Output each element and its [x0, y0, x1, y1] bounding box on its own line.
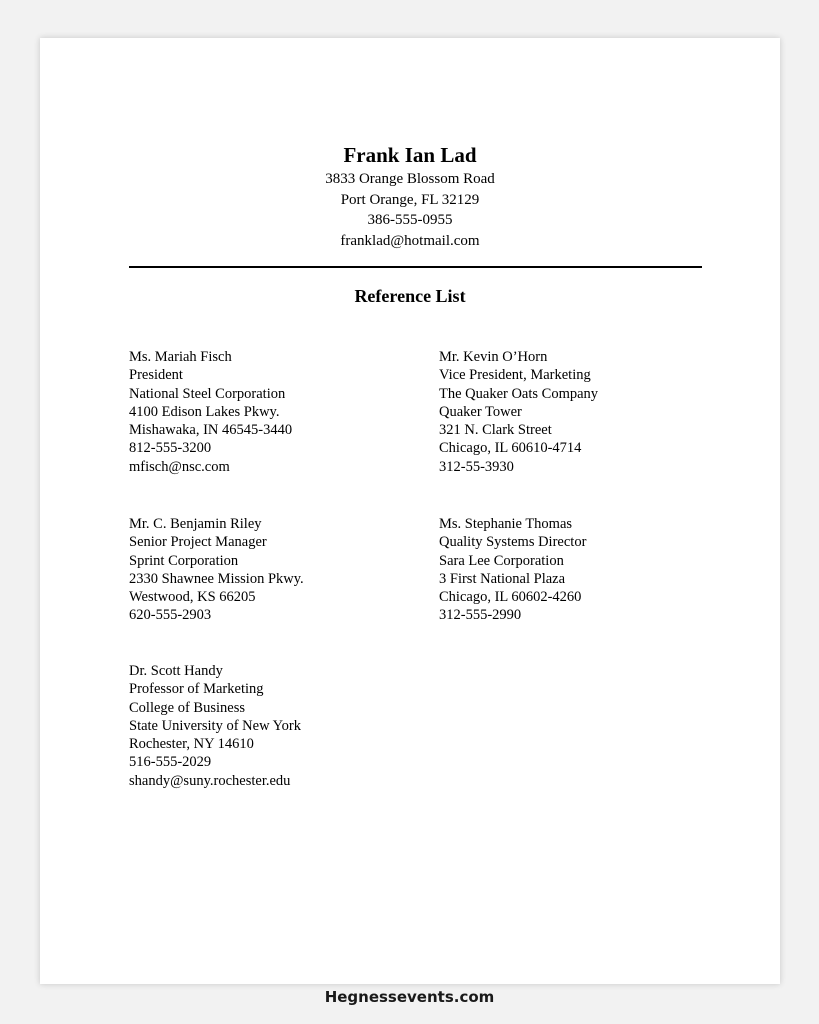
reference-email: mfisch@nsc.com: [129, 458, 230, 475]
reference-title: Professor of Marketing: [129, 681, 264, 698]
reference-entry: [439, 348, 598, 476]
reference-entry: [129, 348, 292, 476]
reference-phone: 516-555-2029: [129, 754, 212, 771]
reference-company: Sprint Corporation: [129, 552, 239, 569]
address-line-2: Port Orange, FL 32129: [340, 191, 480, 208]
document-page: [40, 38, 780, 984]
reference-city: Westwood, KS 66205: [129, 589, 256, 606]
reference-title: Senior Project Manager: [129, 534, 267, 551]
reference-title: President: [129, 367, 183, 384]
reference-city: Chicago, IL 60610-4714: [439, 440, 582, 457]
reference-title: Vice President, Marketing: [439, 367, 591, 384]
reference-name: Mr. Kevin O’Horn: [439, 349, 548, 365]
reference-name: Mr. C. Benjamin Riley: [129, 516, 262, 532]
header-divider: [129, 266, 702, 268]
reference-name: Dr. Scott Handy: [129, 663, 223, 679]
reference-company: The Quaker Oats Company: [439, 385, 599, 402]
applicant-name: Frank Ian Lad: [343, 143, 477, 167]
reference-phone: 312-55-3930: [439, 458, 514, 475]
reference-company: Sara Lee Corporation: [439, 552, 564, 569]
reference-city: Mishawaka, IN 46545-3440: [129, 422, 293, 439]
reference-email: shandy@suny.rochester.edu: [129, 772, 291, 789]
reference-city: Chicago, IL 60602-4260: [439, 589, 582, 606]
reference-phone: 312-555-2990: [439, 607, 522, 624]
reference-phone: 812-555-3200: [129, 440, 212, 457]
email-address: franklad@hotmail.com: [340, 232, 480, 249]
reference-entry: [129, 515, 304, 625]
reference-phone: 620-555-2903: [129, 607, 212, 624]
reference-department: College of Business: [129, 699, 245, 716]
reference-company: State University of New York: [129, 717, 301, 734]
reference-city: Rochester, NY 14610: [129, 736, 254, 753]
watermark-text: Hegnessevents.com: [324, 988, 495, 1006]
reference-entry: [129, 662, 301, 790]
resume-header: [40, 141, 780, 251]
reference-company: National Steel Corporation: [129, 385, 286, 402]
reference-name: Ms. Stephanie Thomas: [439, 516, 573, 532]
phone-number: 386-555-0955: [367, 212, 453, 228]
reference-street: 3 First National Plaza: [439, 570, 566, 587]
reference-street: 2330 Shawnee Mission Pkwy.: [129, 570, 304, 587]
reference-street: 4100 Edison Lakes Pkwy.: [129, 403, 280, 420]
reference-building: Quaker Tower: [439, 403, 522, 420]
reference-title: Quality Systems Director: [439, 534, 587, 551]
address-line-1: 3833 Orange Blossom Road: [325, 171, 495, 187]
reference-entry: [439, 515, 586, 625]
section-title: Reference List: [354, 286, 466, 306]
reference-name: Ms. Mariah Fisch: [129, 349, 232, 365]
reference-street: 321 N. Clark Street: [439, 422, 552, 439]
